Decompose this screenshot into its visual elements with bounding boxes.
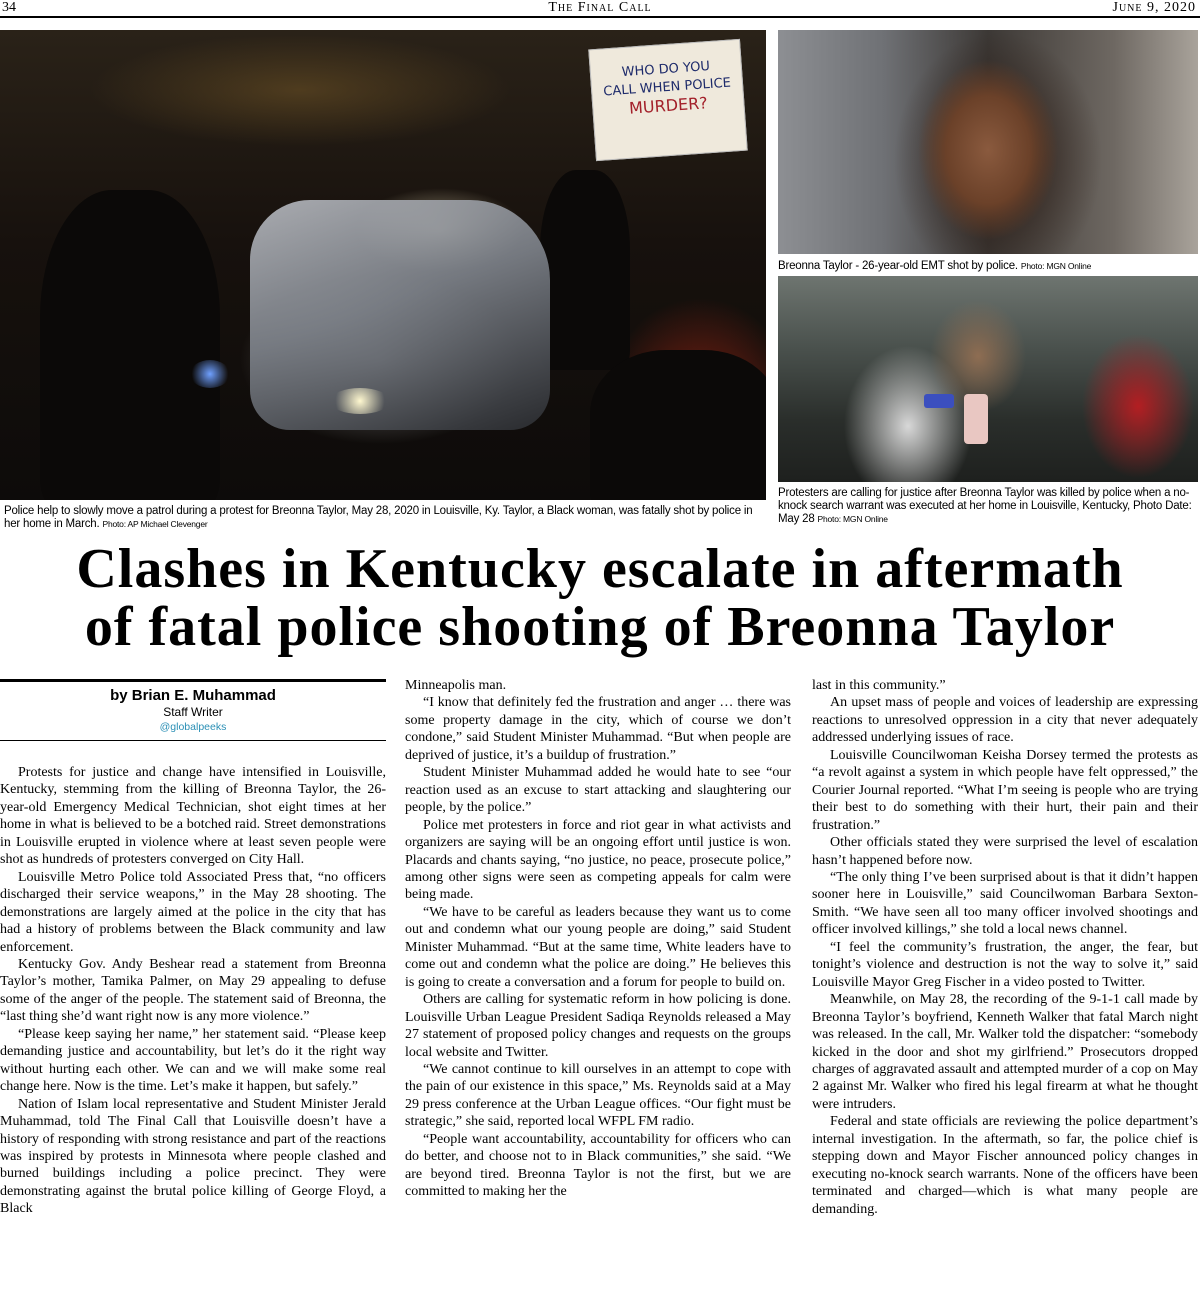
protest-photo-credit: Photo: MGN Online <box>817 514 888 524</box>
raised-phone <box>964 394 988 444</box>
taylor-caption-text: Breonna Taylor - 26-year-old EMT shot by police. <box>778 260 1018 272</box>
byline-role: Staff Writer <box>163 705 223 719</box>
paragraph: Federal and state officials are reviewing the police department’s internal investigation. In the aftermath, so far, the police chief is stepping down and Mayor Fischer announced policy changes in executing no-knock search warrants. None of the officers have been terminated and charged—which is what many people are demanding. <box>812 1114 1198 1217</box>
paragraph: An upset mass of people and voices of leadership are expressing reactions to unresolved oppression in a city that never adequately addressed underlying issues of race. <box>812 695 1198 746</box>
headline-line-2: of fatal police shooting of Breonna Taylor <box>84 596 1116 658</box>
car-headlight <box>330 388 390 414</box>
protest-photo-caption <box>778 487 1198 526</box>
paragraph: Protests for justice and change have intensified in Louisville, Kentucky, stemming from the killing of Breonna Taylor, the 26-year-old Emergency Medical Technician, shot eight times at her home in what is believed to be a botched raid. Street demonstrations in Louisville erupted in violence where at least seven people were shot as hundreds of protesters converged on City Hall. <box>0 765 386 868</box>
breonna-taylor-portrait-photo <box>778 30 1198 254</box>
page-number: 34 <box>2 0 16 15</box>
main-caption-text: Police help to slowly move a patrol during a protest for Breonna Taylor, May 28, 2020 in Louisville, Ky. Taylor, a Black woman, was fatally shot by police in her home in March. <box>4 505 753 530</box>
officer-silhouette <box>540 170 630 370</box>
byline-handle: @globalpeeks <box>159 721 227 733</box>
paragraph: Police met protesters in force and riot gear in what activists and organizers are saying will be an ongoing effort until justice is won. Placards and chants saying, “no justice, no peace, prosecute police,” among other signs were seen as competing appeals for calm were being made. <box>405 817 791 903</box>
main-photo-caption <box>4 505 764 531</box>
paragraph: Student Minister Muhammad added he would hate to see “our reaction used as an excuse to start attacking and slaughtering our people, by the police.” <box>405 765 791 816</box>
article-column-3 <box>812 677 1198 1218</box>
paragraph: Meanwhile, on May 28, the recording of the 9-1-1 call made by Breonna Taylor’s boyfriend, Kenneth Walker that fatal March night was released. In the call, Mr. Walker told the dispatcher: “somebody kicked in the door and shot my girlfriend.” Prosecutors dropped charges of aggravated assault and attempted murder of a cop on May 2 against Mr. Walker who fired his legal firearm at what he thought were intruders. <box>812 992 1198 1112</box>
protest-police-car-photo <box>0 30 766 500</box>
taylor-photo-credit: Photo: MGN Online <box>1020 261 1092 271</box>
paragraph: Kentucky Gov. Andy Beshear read a statement from Breonna Taylor’s mother, Tamika Palmer, on May 29 appealing to defuse some of the anger of the people. The statement said of Breonna, the “last thing she’d want right now is any more violence.” <box>0 956 386 1025</box>
byline-author: by Brian E. Muhammad <box>110 687 276 704</box>
protest-sign-text <box>590 56 743 120</box>
headline <box>0 540 1200 656</box>
paragraph-continued: Minneapolis man. <box>405 678 507 693</box>
protest-caption-text: Protesters are calling for justice after Breonna Taylor was killed by police when a no-knock search warrant was executed at her home in Louisville, Kentucky, Photo Date: May 28 <box>778 487 1192 525</box>
led-face-mask <box>924 394 954 408</box>
paragraph: “Please keep saying her name,” her statement said. “Please keep demanding justice and accountability, but let’s do it the right way without hurting each other. We can and we will make some real change here. Now is the time. Let’s make it happen, but safely.” <box>0 1026 386 1095</box>
paragraph: “We cannot continue to kill ourselves in an attempt to cope with the pain of our existence in this space,” Ms. Reynolds said at a May 29 press conference at the Urban League offices. “Our fight must be strategic,” she said, reported local WFPL FM radio. <box>405 1061 791 1130</box>
paragraph: “The only thing I’ve been surprised about is that it didn’t happen sooner here in Louisville,” said Councilwoman Barbara Sexton-Smith. “We have seen all too many officer involved shootings and officer involved killings,” she told a local news channel. <box>812 869 1198 938</box>
paragraph: “I feel the community’s frustration, the anger, the fear, but tonight’s violence and destruction is not the way to solve it,” said Louisville Mayor Greg Fischer in a video posted to Twitter. <box>812 939 1198 990</box>
paragraph: “People want accountability, accountability for officers who can do better, and choose not to in Black communities,” she said. “We are beyond tired. Breonna Taylor is not the first, but we are committed to making her the <box>405 1131 791 1200</box>
byline <box>0 687 386 734</box>
paragraph: “We have to be careful as leaders because they want us to come out and condemn what our young people are doing,” said Student Minister Muhammad. “But at the same time, White leaders have to come out and condemn what the police are doing.” He believes this is going to create a conversation and a forum for people to build on. <box>405 904 791 990</box>
issue-date: June 9, 2020 <box>1112 0 1196 15</box>
page-folio <box>0 0 1200 16</box>
byline-top-rule <box>0 679 386 682</box>
protesters-photo <box>778 276 1198 482</box>
crowd-silhouette <box>590 350 766 500</box>
paragraph: Louisville Councilwoman Keisha Dorsey termed the protests as “a revolt against a system in which people have felt oppressed,” the Courier Journal reported. “What I’m seeing is people who are trying their best to do something with their hurt, their pain and their frustration.” <box>812 747 1198 833</box>
protest-sign <box>588 39 747 161</box>
protester-silhouette <box>40 190 220 500</box>
police-car <box>250 200 550 430</box>
paragraph-continued: last in this community.” <box>812 678 946 693</box>
byline-bottom-rule <box>0 740 386 741</box>
paragraph: Other officials stated they were surprised the level of escalation hasn’t happened before now. <box>812 835 1198 868</box>
paragraph: Nation of Islam local representative and Student Minister Jerald Muhammad, told The Final Call that Louisville doesn’t have a history of responding with strong resistance and part of the reactions was inspired by protests in Minnesota where people clashed and burned buildings including a police precinct. They were demonstrating against the brutal police killing of George Floyd, a Black <box>0 1096 386 1217</box>
paragraph: Others are calling for systematic reform in how policing is done. Louisville Urban League President Sadiqa Reynolds released a May 27 statement of proposed policy changes and requests on the groups local website and Twitter. <box>405 992 791 1060</box>
sign-line-3: MURDER? <box>628 93 709 118</box>
headline-line-1: Clashes in Kentucky escalate in aftermath <box>76 538 1124 600</box>
taylor-photo-caption <box>778 260 1198 273</box>
sign-line-1: WHO DO YOU <box>621 59 711 81</box>
police-blue-light <box>190 360 230 388</box>
folio-rule <box>0 16 1200 18</box>
main-photo-credit: Photo: AP Michael Clevenger <box>102 519 208 529</box>
article-column-2 <box>405 677 791 1201</box>
publication-name: The Final Call <box>548 0 652 15</box>
sign-line-2: CALL WHEN POLICE <box>602 75 732 100</box>
article-column-1 <box>0 764 386 1218</box>
paragraph: Louisville Metro Police told Associated Press that, “no officers discharged their service weapons,” in the May 28 shooting. The demonstrations are largely aimed at the police in the city that has had a history of problems between the Black community and law enforcement. <box>0 869 386 955</box>
paragraph: “I know that definitely fed the frustration and anger … there was some property damage in the city, which of course we don’t condone,” said Student Minister Muhammad. “But when people are deprived of justice, it’s a buildup of frustration.” <box>405 695 791 763</box>
